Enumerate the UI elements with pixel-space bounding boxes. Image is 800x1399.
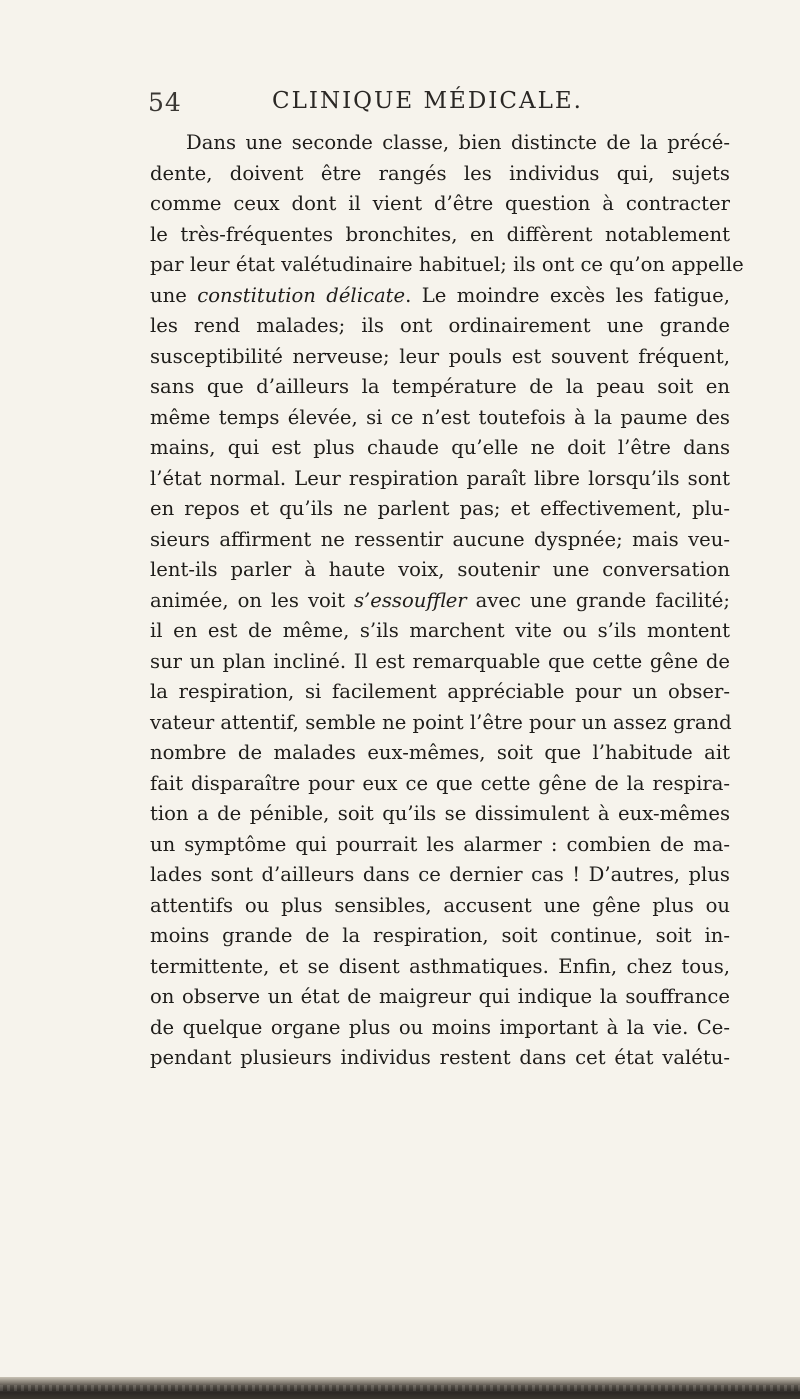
text-line: Dans une seconde classe, bien distincte de la précé- [186, 131, 730, 154]
text-line: on observe un état de maigreur qui indique la souffrance [150, 985, 730, 1008]
italic-phrase: constitution délicate [197, 283, 406, 307]
italic-phrase: s’essouffler [353, 588, 467, 612]
text-line: même temps élevée, si ce n’est toutefois à la paume des [150, 405, 730, 429]
text-line: il en est de même, s’ils marchent vite ou s’ils montent [150, 619, 730, 642]
text-line: une constitution délicate. Le moindre excès les fatigue, [150, 283, 730, 307]
text-line: les rend malades; ils ont ordinairement une grande [150, 314, 730, 337]
page-number: 54 [148, 88, 182, 117]
text-line: lent-ils parler à haute voix, soutenir une conversation [150, 558, 730, 581]
text-line: le très-fréquentes bronchites, en diffèrent notablement [150, 222, 730, 246]
text-line: pendant plusieurs individus restent dans cet état valétu- [150, 1046, 730, 1069]
text-line: en repos et qu’ils ne parlent pas; et effectivement, plu- [150, 497, 730, 520]
text-line: l’état normal. Leur respiration paraît libre lorsqu’ils sont [150, 466, 730, 490]
text-line: sieurs affirment ne ressentir aucune dyspnée; mais veu- [150, 527, 730, 551]
page-header [148, 88, 708, 120]
body-text [150, 128, 744, 1074]
text-line: termittente, et se disent asthmatiques. Enfin, chez tous, [150, 954, 730, 978]
text-line: nombre de malades eux-mêmes, soit que l’habitude ait [150, 741, 730, 764]
text-line: sur un plan incliné. Il est remarquable que cette gêne de [150, 649, 730, 673]
text-line: par leur état valétudinaire habituel; ils ont ce qu’on appelle [150, 253, 744, 276]
text-line: un symptôme qui pourrait les alarmer : combien de ma- [150, 832, 730, 856]
text-line: moins grande de la respiration, soit continue, soit in- [150, 924, 730, 947]
text-line: susceptibilité nerveuse; leur pouls est souvent fréquent, [150, 344, 730, 368]
text-line: lades sont d’ailleurs dans ce dernier cas ! D’autres, plus [150, 863, 730, 886]
text-line: la respiration, si facilement appréciable pour un obser- [150, 680, 730, 703]
text-line: sans que d’ailleurs la température de la peau soit en [150, 375, 730, 398]
text-line: de quelque organe plus ou moins important à la vie. Ce- [150, 1015, 730, 1039]
page-edge-texture [0, 1385, 800, 1391]
text-line: dente, doivent être rangés les individus qui, sujets [150, 161, 730, 185]
text-line: tion a de pénible, soit qu’ils se dissimulent à eux-mêmes [150, 802, 730, 825]
text-line: mains, qui est plus chaude qu’elle ne doit l’être dans [150, 436, 730, 459]
text-line: animée, on les voit s’essouffler avec une grande facilité; [150, 588, 730, 612]
text-line: vateur attentif, semble ne point l’être pour un assez grand [150, 710, 732, 734]
text-line: attentifs ou plus sensibles, accusent une gêne plus ou [150, 893, 730, 917]
running-title: CLINIQUE MÉDICALE. [272, 88, 583, 114]
text-line: comme ceux dont il vient d’être question à contracter [150, 192, 730, 215]
text-line: fait disparaître pour eux ce que cette gêne de la respira- [150, 771, 730, 795]
